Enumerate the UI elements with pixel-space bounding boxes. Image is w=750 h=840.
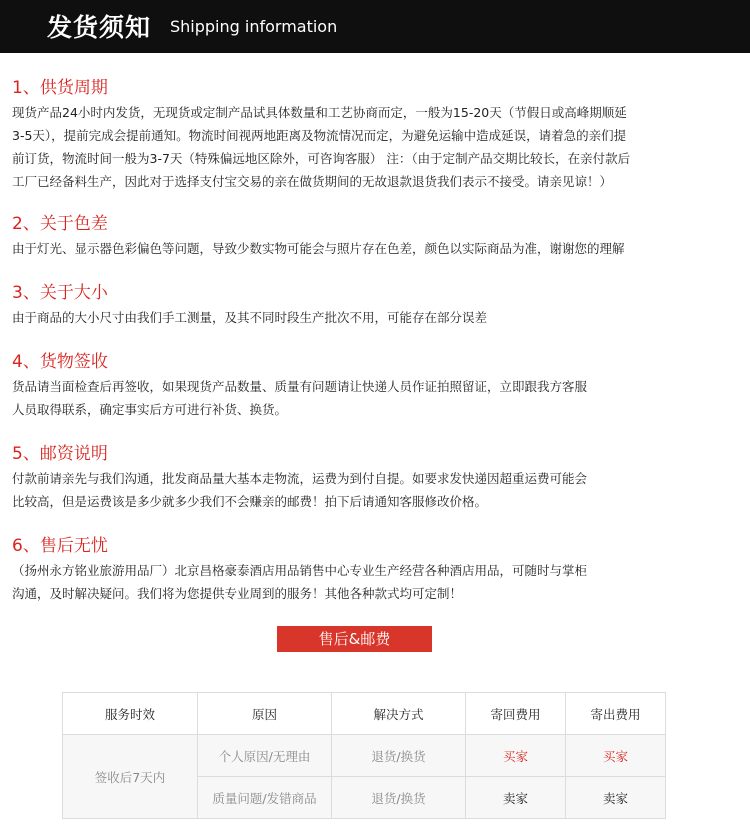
reason-cell: 个人原因/无理由 <box>198 735 332 777</box>
column-header: 寄回费用 <box>466 693 566 735</box>
section-body: 付款前请亲先与我们沟通，批发商品量大基本走物流，运费为到付自提。如要求发快递因超重运费可能会 比较高，但是运费该是多少就多少我们不会赚亲的邮费！拍下后请通知客服修改价格。 <box>12 471 588 509</box>
solution-cell: 退货/换货 <box>332 777 466 819</box>
page-subtitle: Shipping information <box>170 17 338 36</box>
section-title: 3、关于大小 <box>12 283 108 303</box>
column-header: 寄出费用 <box>566 693 666 735</box>
section-supply-cycle <box>12 77 742 193</box>
send-fee-cell: 卖家 <box>566 777 666 819</box>
after-sales-postage-badge: 售后&邮费 <box>277 626 432 652</box>
section-after-sales <box>12 535 742 605</box>
send-fee-cell: 买家 <box>566 735 666 777</box>
section-title: 2、关于色差 <box>12 214 108 234</box>
section-body: 由于商品的大小尺寸由我们手工测量，及其不同时段生产批次不用，可能存在部分误差 <box>12 310 488 325</box>
section-title: 4、货物签收 <box>12 352 108 372</box>
section-body: 货品请当面检查后再签收，如果现货产品数量、质量有问题请让快递人员作证拍照留证，立即跟我方客服 人员取得联系，确定事实后方可进行补货、换货。 <box>12 379 588 417</box>
column-header: 服务时效 <box>63 693 198 735</box>
return-fee-cell: 卖家 <box>466 777 566 819</box>
column-header: 解决方式 <box>332 693 466 735</box>
section-title: 5、邮资说明 <box>12 444 108 464</box>
table-row <box>63 735 666 777</box>
return-fee-cell: 买家 <box>466 735 566 777</box>
solution-cell: 退货/换货 <box>332 735 466 777</box>
section-title: 6、售后无忧 <box>12 536 108 556</box>
table-header-row <box>63 693 666 735</box>
section-body: 现货产品24小时内发货，无现货或定制产品试具体数量和工艺协商而定，一般为15-20天（节假日或高峰期顺延 3-5天），提前完成会提前通知。物流时间视两地距离及物流情况而定，为避免运输中造成延误，请着急的亲们提 前订货，物流时间一般为3-7天（特殊偏远地区除外，可咨询客服） 注：（由于定制产品交期比较长，在亲付款后 工厂已经备料生产，因此对于选择支付宝交易的亲在做货期间的无故退款退货我们表示不接受。请亲见谅！） <box>12 105 631 189</box>
section-body: （扬州永方铭业旅游用品厂）北京昌格豪泰酒店用品销售中心专业生产经营各种酒店用品，可随时与掌柜 沟通，及时解决疑问。我们将为您提供专业周到的服务！其他各种款式均可定制！ <box>12 563 588 601</box>
section-body: 由于灯光、显示器色彩偏色等问题，导致少数实物可能会与照片存在色差，颜色以实际商品为准，谢谢您的理解 <box>12 241 625 256</box>
service-period-cell: 签收后7天内 <box>63 735 198 819</box>
header-bar <box>0 0 750 53</box>
section-receipt <box>12 351 742 421</box>
column-header: 原因 <box>198 693 332 735</box>
section-postage <box>12 443 742 513</box>
section-title: 1、供货周期 <box>12 78 108 98</box>
reason-cell: 质量问题/发错商品 <box>198 777 332 819</box>
after-sales-table <box>62 692 666 819</box>
page-title: 发货须知 <box>47 13 152 42</box>
section-size <box>12 282 742 329</box>
section-color-difference <box>12 213 742 260</box>
